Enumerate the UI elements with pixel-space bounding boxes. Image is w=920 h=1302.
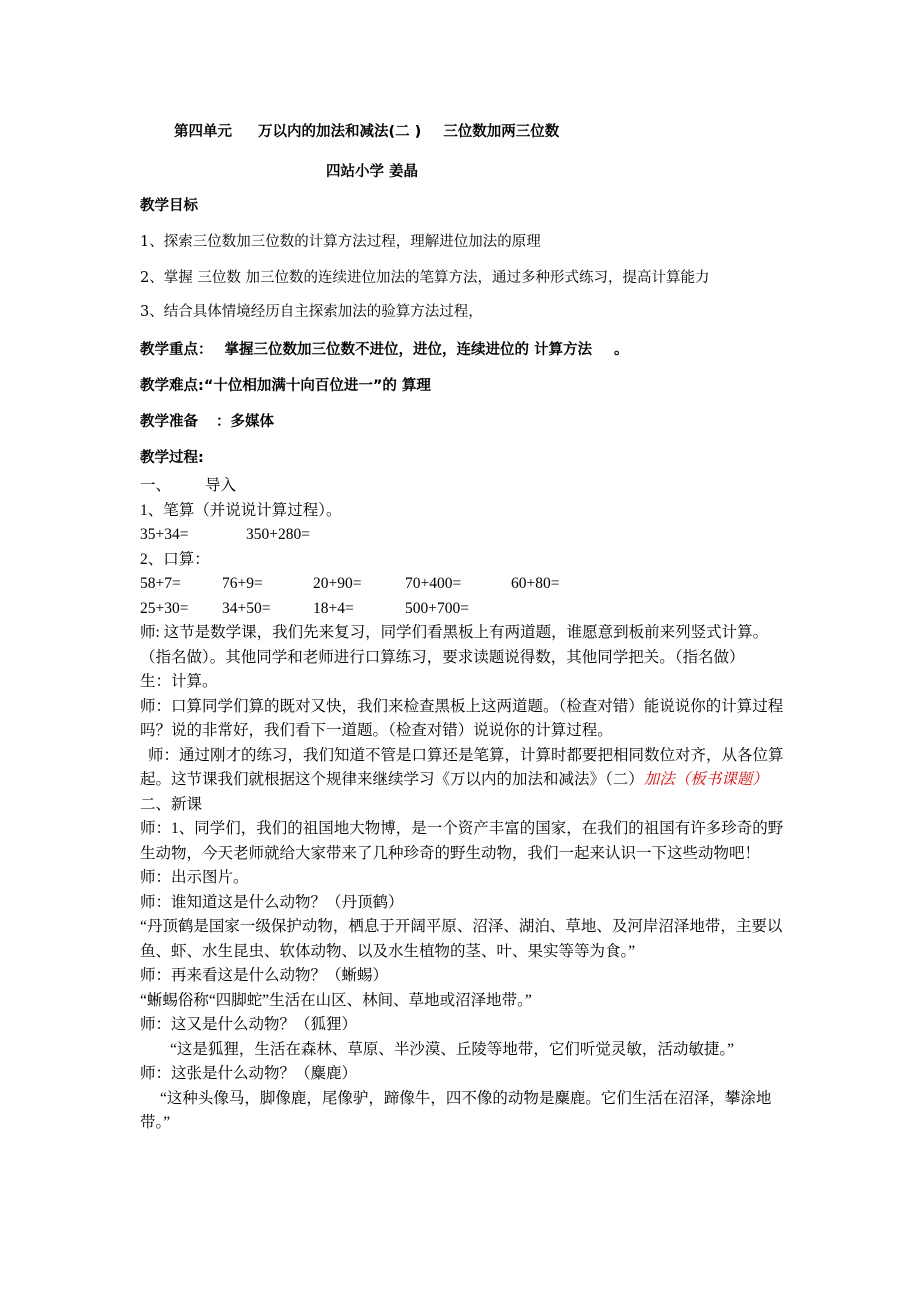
written-problem-1: 35+34= <box>140 526 189 543</box>
subtopic-label: 三位数加两三位数 <box>443 124 560 140</box>
process-heading: 教学过程: <box>140 450 204 466</box>
objective-item-2: 2、掌握 三位数 加三位数的连续进位加法的笔算方法，通过多种形式练习，提高计算能力 <box>140 270 710 286</box>
oral-problem: 76+9= <box>222 575 263 592</box>
board-title-note: 加法（板书课题） <box>643 771 768 788</box>
paragraph: “蜥蜴俗称“四脚蛇”生活在山区、林间、草地或沼泽地带。” <box>140 991 532 1009</box>
oral-problem: 18+4= <box>313 599 354 617</box>
paragraph: 师：1、同学们，我们的祖国地大物博，是一个资产丰富的国家，在我们的祖国有许多珍奇的野生动物，今天老师就给大家带来了几种珍奇的野生动物，我们一起来认识一下这些动物吧！ <box>140 820 784 862</box>
objective-item-3: 3、结合具体情境经历自主探索加法的验算方法过程， <box>140 304 483 320</box>
paragraph: 师：这又是什么动物？（狐狸） <box>140 1016 358 1033</box>
key-points-end: 。 <box>614 342 629 358</box>
key-points <box>140 338 629 359</box>
paragraph: 师: 这节是数学课，我们先来复习，同学们看黑板上有两道题，谁愿意到板前来列竖式计算。（指名做）。其他同学和老师进行口算练习，要求读题说得数，其他同学把关。（指名做） <box>140 624 769 666</box>
topic-label: 万以内的加法和减法(二 ) <box>258 124 422 140</box>
difficulty-text: “十位相加满十向百位进一”的 算理 <box>203 378 431 394</box>
oral-problem: 58+7= <box>140 575 181 592</box>
paragraph: “丹顶鹤是国家一级保护动物，栖息于开阔平原、沼泽、湖泊、草地、及河岸沼泽地带，主要以鱼、虾、水生昆虫、软体动物、以及水生植物的茎、叶、果实等等为食。” <box>140 918 783 960</box>
author-line: 四站小学 姜晶 <box>326 164 419 180</box>
unit-label: 第四单元 <box>174 124 232 140</box>
preparation-label: 教学准备 <box>140 414 198 430</box>
oral-calc-instruction: 2、口算： <box>140 550 210 568</box>
paragraph: 师：通过刚才的练习，我们知道不管是口算还是笔算，计算时都要把相同数位对齐，从各位算起。这节课我们就根据这个规律来继续学习《万以内的加法和减法》（二）加法（板书课题） <box>140 746 784 788</box>
section-2-heading: 二、新课 <box>140 795 203 813</box>
paragraph: 师：谁知道这是什么动物？（丹顶鹤） <box>140 893 404 911</box>
oral-problem: 20+90= <box>313 575 362 592</box>
paragraph: 师：口算同学们算的既对又快，我们来检查黑板上这两道题。（检查对错）能说说你的计算过程吗？说的非常好，我们看下一道题。（检查对错）说说你的计算过程。 <box>140 697 784 739</box>
section-1-heading: 一、 导入 <box>140 477 237 494</box>
lesson-body <box>140 474 785 1136</box>
oral-problem: 70+400= <box>405 575 462 592</box>
written-problem-2: 350+280= <box>246 526 310 543</box>
preparation <box>140 410 274 431</box>
objectives-heading: 教学目标 <box>140 198 198 214</box>
paragraph: “这是狐狸，生活在森林、草原、半沙漠、丘陵等地带，它们听觉灵敏，活动敏捷。” <box>170 1040 735 1058</box>
oral-problem: 500+700= <box>405 599 469 617</box>
paragraph: 师：出示图片。 <box>140 869 249 886</box>
page-title <box>174 120 559 141</box>
oral-problem: 34+50= <box>222 599 271 617</box>
preparation-text: 多媒体 <box>230 414 274 430</box>
paragraph: 师：这张是什么动物？（麋鹿） <box>140 1065 358 1082</box>
key-points-text: 掌握三位数加三位数不进位，进位，连续进位的 计算方法 <box>224 342 593 358</box>
section-1-title: 导入 <box>205 477 237 494</box>
paragraph: 师：再来看这是什么动物？（蜥蜴） <box>140 967 389 984</box>
difficulty <box>140 374 431 395</box>
paragraph: “这种头像马，脚像鹿，尾像驴，蹄像牛，四不像的动物是麋鹿。它们生活在沼泽，攀涂地带。” <box>140 1089 772 1131</box>
oral-calc-row-1 <box>140 572 785 597</box>
oral-calc-row-2 <box>140 597 785 622</box>
objective-item-1: 1、探索三位数加三位数的计算方法过程，理解进位加法的原理 <box>140 234 541 250</box>
paragraph: 生：计算。 <box>140 673 218 690</box>
written-calc-instruction: 1、笔算（并说说计算过程）。 <box>140 501 342 519</box>
preparation-sep: ： <box>216 414 231 430</box>
oral-problem: 60+80= <box>511 575 560 592</box>
key-points-label: 教学重点： <box>140 342 213 358</box>
difficulty-label: 教学难点: <box>140 378 204 394</box>
oral-problem: 25+30= <box>140 599 189 617</box>
written-calc-row <box>140 523 785 548</box>
